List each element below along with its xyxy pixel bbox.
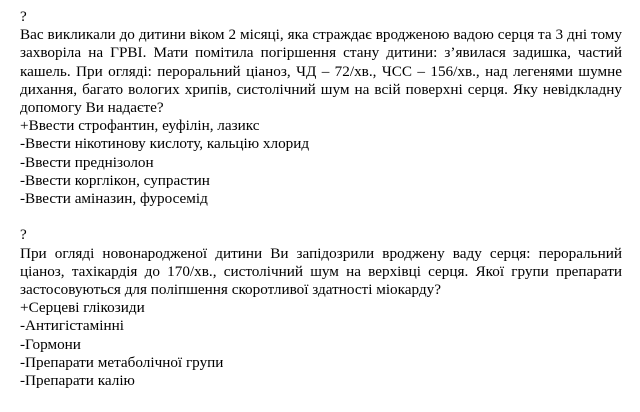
- answer-option: -Гормони: [20, 335, 81, 353]
- answer-option: -Ввести аміназин, фуросемід: [20, 190, 208, 208]
- question-block-2: [20, 226, 622, 390]
- answer-option: +Серцеві глікозиди: [20, 299, 145, 317]
- paragraph-spacer: [20, 208, 622, 226]
- question-text: Вас викликали до дитини віком 2 місяці, яка страждає вродженою вадою серця та 3 дні тому захворіла на ГРВІ. Мати помітила погіршення стану дитини: з’явилася задишка, частий кашель. При огляді: пероральний ціаноз, ЧД – 72/хв., ЧСС – 156/хв., над легенями шумне дихання, багато вологих хрипів, систолічний шум на всій поверхні серця. Яку невідкладну допомогу Ви надаєте?: [20, 26, 622, 116]
- question-text: При огляді новонародженої дитини Ви запідозрили вроджену ваду серця: пероральний ціаноз, тахікардія до 170/хв., систолічний шум на верхівці серця. Якої групи препарати застосовуються для поліпшення скоротливої здатності міокарду?: [20, 244, 622, 298]
- answer-option: -Препарати калію: [20, 372, 135, 390]
- question-marker: ?: [20, 8, 27, 25]
- question-marker: ?: [20, 226, 27, 244]
- answer-option: -Антигістамінні: [20, 317, 124, 335]
- question-block-1: [20, 8, 622, 208]
- answer-option: -Ввести корглікон, супрастин: [20, 171, 210, 189]
- answer-option: -Ввести преднізолон: [20, 153, 154, 171]
- answer-option: -Препарати метаболічної групи: [20, 353, 224, 371]
- answer-option: +Ввести строфантин, еуфілін, лазикс: [20, 117, 260, 135]
- answer-option: -Ввести нікотинову кислоту, кальцію хлорид: [20, 135, 310, 153]
- document-body: [20, 8, 622, 390]
